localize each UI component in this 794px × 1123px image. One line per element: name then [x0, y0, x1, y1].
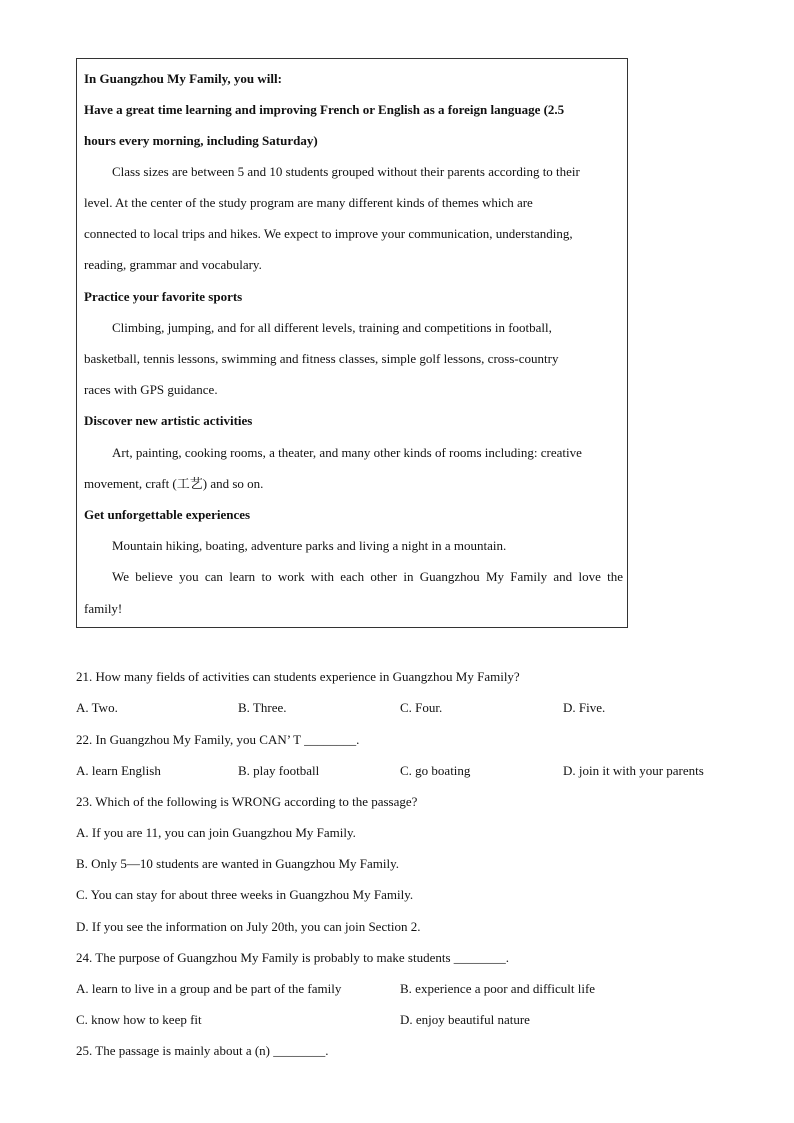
question-23-stem: 23. Which of the following is WRONG according to the passage?	[76, 794, 418, 809]
q23-option-b: B. Only 5—10 students are wanted in Guangzhou My Family.	[76, 856, 400, 871]
q21-option-d: D. Five.	[563, 700, 606, 715]
paragraph-line: family!	[84, 601, 123, 616]
q21-option-a: A. Two.	[76, 700, 118, 715]
q24-option-a: A. learn to live in a group and be part of the family	[76, 981, 342, 996]
q22-option-b: B. play football	[238, 763, 320, 778]
paragraph-line: basketball, tennis lessons, swimming and fitness classes, simple golf lessons, cross-country	[84, 351, 559, 366]
q21-option-b: B. Three.	[238, 700, 287, 715]
paragraph-line: reading, grammar and vocabulary.	[84, 257, 262, 272]
paragraph-line: Mountain hiking, boating, adventure parks and living a night in a mountain.	[112, 538, 507, 553]
passage-heading: In Guangzhou My Family, you will:	[84, 71, 282, 86]
passage-box	[76, 58, 628, 628]
paragraph-line: races with GPS guidance.	[84, 382, 218, 397]
paragraph-line: We believe you can learn to work with each other in Guangzhou My Family and love the	[112, 569, 623, 584]
question-21-stem: 21. How many fields of activities can students experience in Guangzhou My Family?	[76, 669, 520, 684]
section-heading-sports: Practice your favorite sports	[84, 289, 243, 304]
question-25-stem: 25. The passage is mainly about a (n) ________.	[76, 1043, 329, 1058]
paragraph-line: level. At the center of the study program are many different kinds of themes which are	[84, 195, 533, 210]
q23-option-a: A. If you are 11, you can join Guangzhou My Family.	[76, 825, 356, 840]
section-heading-language: Have a great time learning and improving French or English as a foreign language (2.5	[84, 102, 565, 117]
section-heading-experiences: Get unforgettable experiences	[84, 507, 251, 522]
paragraph-line: movement, craft (工艺) and so on.	[84, 476, 264, 491]
question-24-stem: 24. The purpose of Guangzhou My Family is probably to make students ________.	[76, 950, 510, 965]
q24-option-b: B. experience a poor and difficult life	[400, 981, 596, 996]
section-heading-arts: Discover new artistic activities	[84, 413, 253, 428]
q23-option-c: C. You can stay for about three weeks in Guangzhou My Family.	[76, 887, 414, 902]
q24-option-d: D. enjoy beautiful nature	[400, 1012, 530, 1027]
q22-option-d: D. join it with your parents	[563, 763, 704, 778]
question-22-stem: 22. In Guangzhou My Family, you CAN’ T ________.	[76, 732, 360, 747]
q21-option-c: C. Four.	[400, 700, 443, 715]
paragraph-line: Class sizes are between 5 and 10 students grouped without their parents according to their	[112, 164, 580, 179]
q24-option-c: C. know how to keep fit	[76, 1012, 202, 1027]
paragraph-line: Climbing, jumping, and for all different levels, training and competitions in football,	[112, 320, 552, 335]
q23-option-d: D. If you see the information on July 20th, you can join Section 2.	[76, 919, 421, 934]
section-heading-language-cont: hours every morning, including Saturday)	[84, 133, 318, 148]
q22-option-a: A. learn English	[76, 763, 161, 778]
paragraph-line: Art, painting, cooking rooms, a theater, and many other kinds of rooms including: creative	[112, 445, 582, 460]
q22-option-c: C. go boating	[400, 763, 471, 778]
paragraph-line: connected to local trips and hikes. We expect to improve your communication, understanding,	[84, 226, 573, 241]
